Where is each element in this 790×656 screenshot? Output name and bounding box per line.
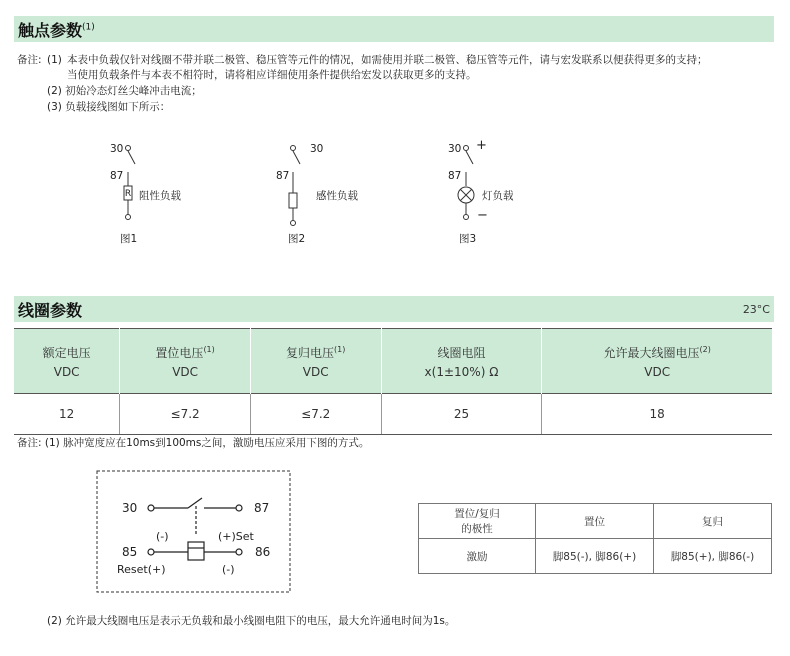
polarity-cell-reset: 脚85(+), 脚86(-) [654, 539, 772, 574]
polarity-cell-set: 脚85(-), 脚86(+) [536, 539, 654, 574]
coil-section-header [14, 296, 774, 322]
d1-pin-30: 30 [110, 143, 124, 155]
header-set-voltage: 置位电压$^{(1)}$ VDC [120, 329, 251, 394]
polarity-header-set: 置位 [536, 504, 654, 539]
resistive-load-diagram [124, 146, 135, 220]
coil-note-2: (2) 允许最大线圈电压是表示无负载和最小线圈电阻下的电压，最大允许通电时间为1s。 [47, 615, 456, 627]
d2-caption: 图2 [288, 233, 306, 245]
coil-note-1: 备注: (1) 脉冲宽度应在10ms到100ms之间，激励电压应采用下图的方式。 [17, 437, 370, 449]
d3-caption: 图3 [459, 233, 477, 245]
header-reset-voltage: 复归电压$^{(1)}$ VDC [250, 329, 381, 394]
table-row [14, 394, 772, 435]
inductive-load-diagram [289, 146, 300, 226]
cell-max-coil-voltage: 18 [542, 394, 772, 435]
header-rated-voltage: 额定电压 VDC [14, 329, 120, 394]
note-1-line-2: 当使用负载条件与本表不相符时，请将相应详细使用条件提供给宏发以获取更多的支持。 [67, 69, 477, 81]
header-max-coil-voltage: 允许最大线圈电压$^{(2)}$ VDC [542, 329, 772, 394]
cell-set-voltage: ≤7.2 [120, 394, 251, 435]
circuit-pin-86: 86 [255, 545, 271, 559]
cell-reset-voltage: ≤7.2 [250, 394, 381, 435]
note-3: (3) 负载接线图如下所示： [47, 101, 171, 113]
circuit-minus-left: (-) [156, 530, 169, 543]
note-1-number: (1) [47, 54, 62, 66]
d1-caption: 图1 [120, 233, 138, 245]
d2-pin-30: 30 [310, 143, 324, 155]
coil-parameters-table [14, 328, 772, 435]
circuit-pin-30: 30 [122, 501, 138, 515]
coil-section-title: 线圈参数 [18, 300, 83, 320]
circuit-set-label: (+)Set [218, 530, 254, 543]
d3-minus-sign: − [477, 208, 488, 223]
resistor-label: R [124, 189, 132, 199]
d3-pin-87: 87 [448, 170, 462, 182]
circuit-reset-label: Reset(+) [117, 563, 166, 576]
d3-plus-sign: + [476, 138, 487, 153]
circuit-pin-87: 87 [254, 501, 270, 515]
circuit-minus-bottom: (-) [222, 563, 235, 576]
d2-load-label: 感性负载 [316, 190, 358, 202]
coil-table-header-row [14, 329, 772, 394]
notes-label: 备注: [17, 54, 42, 66]
table-row [419, 539, 772, 574]
polarity-cell-excite: 激励 [419, 539, 536, 574]
contact-section-title: 触点参数$^{(1)}$ [18, 20, 95, 40]
polarity-header-row [419, 504, 772, 539]
d3-load-label: 灯负载 [482, 190, 514, 202]
d1-pin-87: 87 [110, 170, 124, 182]
d3-pin-30: 30 [448, 143, 462, 155]
cell-rated-voltage: 12 [14, 394, 120, 435]
cell-coil-resistance: 25 [381, 394, 542, 435]
polarity-header-reset: 复归 [654, 504, 772, 539]
d1-load-label: 阻性负载 [139, 190, 181, 202]
temperature-label: 23°C [742, 302, 770, 316]
polarity-header-1: 置位/复归 的极性 [419, 504, 536, 539]
lamp-load-diagram [458, 146, 474, 220]
note-2: (2) 初始冷态灯丝尖峰冲击电流； [47, 85, 202, 97]
polarity-table [418, 503, 772, 574]
note-1-line-1: 本表中负载仅针对线圈不带并联二极管、稳压管等元件的情况，如需使用并联二极管、稳压管等元件，请与宏发联系以便获得更多的支持； [67, 54, 708, 66]
d2-pin-87: 87 [276, 170, 290, 182]
circuit-pin-85: 85 [122, 545, 138, 559]
header-coil-resistance: 线圈电阻 x(1±10%) Ω [381, 329, 542, 394]
